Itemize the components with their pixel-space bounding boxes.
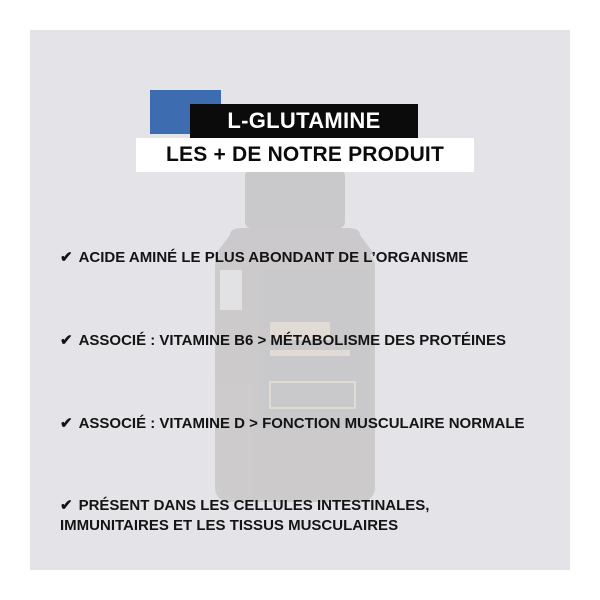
product-benefits-panel bbox=[30, 30, 570, 570]
check-mark-icon: ✔ bbox=[60, 415, 73, 432]
check-mark-icon: ✔ bbox=[60, 497, 73, 514]
check-mark-icon: ✔ bbox=[60, 332, 73, 349]
benefit-item bbox=[60, 248, 560, 268]
check-mark-icon: ✔ bbox=[60, 249, 73, 266]
benefit-item bbox=[60, 414, 560, 434]
benefit-item bbox=[60, 496, 560, 536]
section-subtitle: LES + DE NOTRE PRODUIT bbox=[136, 138, 474, 172]
benefit-text: ASSOCIÉ : VITAMINE D > FONCTION MUSCULAIRE NORMALE bbox=[78, 415, 525, 432]
benefit-text-line-1: PRÉSENT DANS LES CELLULES INTESTINALES, bbox=[78, 497, 430, 514]
benefit-item bbox=[60, 331, 560, 351]
benefit-text-line-2: IMMUNITAIRES ET LES TISSUS MUSCULAIRES bbox=[60, 517, 399, 534]
benefit-text: ACIDE AMINÉ LE PLUS ABONDANT DE L’ORGANISME bbox=[78, 249, 469, 266]
benefit-text: ASSOCIÉ : VITAMINE B6 > MÉTABOLISME DES PROTÉINES bbox=[78, 332, 506, 349]
product-title: L-GLUTAMINE bbox=[190, 104, 418, 138]
